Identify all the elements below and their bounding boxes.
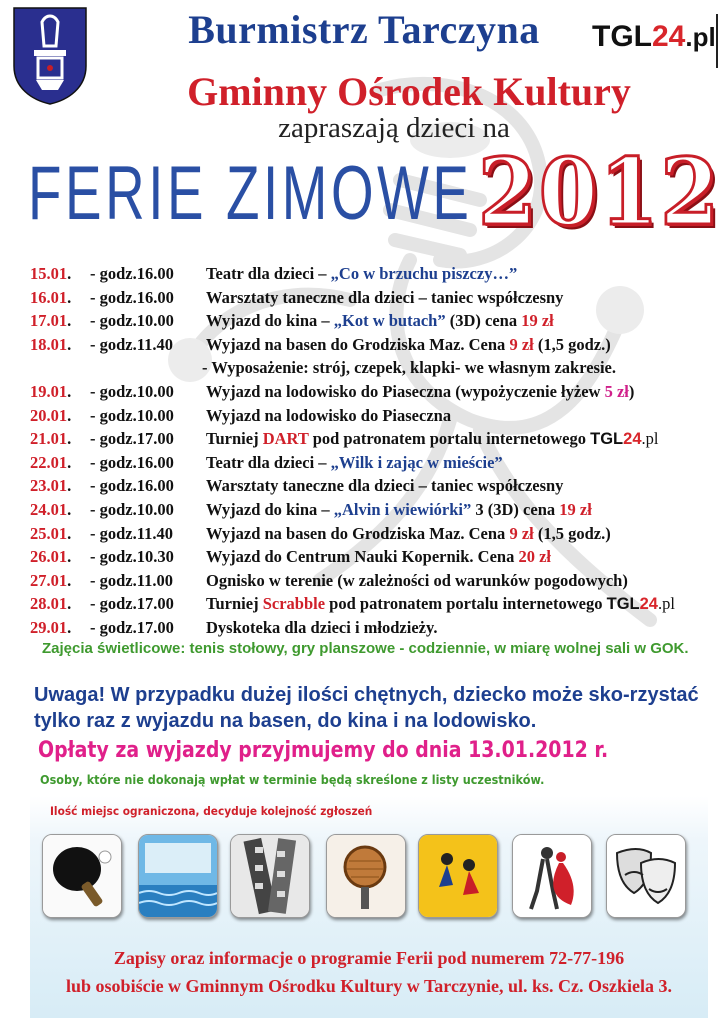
schedule-date-value: 17.01 bbox=[30, 311, 68, 331]
schedule-date-value: 29.01 bbox=[30, 617, 68, 637]
schedule-date-value: 24.01 bbox=[30, 499, 68, 519]
schedule-date: 18.01. bbox=[30, 334, 72, 354]
schedule-row bbox=[30, 569, 720, 593]
schedule-date-value: 21.01 bbox=[30, 429, 68, 449]
ballroom-dancers-icon bbox=[512, 834, 592, 918]
registration-address: lub osobiście w Gminnym Ośrodku Kultury w Tarczynie, ul. ks. Cz. Oszkiela 3. bbox=[66, 976, 672, 996]
tgl24-inline-logo bbox=[607, 595, 675, 613]
schedule-date: 24.01. bbox=[30, 499, 72, 519]
schedule-event bbox=[206, 380, 634, 404]
schedule-date-value: 16.01 bbox=[30, 287, 68, 307]
schedule-date: 19.01. bbox=[30, 381, 72, 401]
event-text-after: pod patronatem portalu internetowego bbox=[325, 594, 607, 614]
logo-prefix: TGL bbox=[590, 430, 624, 449]
schedule-time: - godz.17.00 bbox=[90, 429, 174, 449]
microphone-icon bbox=[326, 834, 406, 918]
event-highlight: DART bbox=[262, 429, 309, 449]
title-mayor: Burmistrz Tarczyna bbox=[188, 7, 540, 52]
schedule-event bbox=[206, 404, 451, 428]
schedule-row bbox=[30, 262, 720, 286]
schedule-row bbox=[30, 616, 720, 640]
schedule-date: 23.01. bbox=[30, 476, 72, 496]
payment-deadline: Opłaty za wyjazdy przyjmujemy do dnia 13.01.2012 r. bbox=[38, 738, 609, 763]
schedule-event bbox=[202, 356, 616, 380]
logo-domain: .pl bbox=[641, 429, 659, 449]
event-text: Wyjazd na lodowisko do Piaseczna bbox=[206, 405, 452, 425]
schedule-date-value: 20.01 bbox=[30, 405, 68, 425]
event-price: 19 zł bbox=[559, 499, 592, 519]
film-reel-icon bbox=[230, 834, 310, 918]
schedule-date-value: 18.01 bbox=[30, 334, 68, 354]
subtitle-invite: zapraszają dzieci na bbox=[278, 112, 510, 144]
event-text: Warsztaty taneczne dla dzieci – taniec współczesny bbox=[206, 476, 564, 496]
schedule-time: - godz.10.00 bbox=[90, 499, 174, 519]
schedule-time: - godz.11.40 bbox=[90, 334, 173, 354]
schedule-event bbox=[206, 545, 551, 569]
event-price: 9 zł bbox=[509, 523, 534, 543]
event-text-after: (3D) cena bbox=[445, 311, 522, 331]
schedule-row bbox=[30, 380, 720, 404]
schedule-date: 29.01. bbox=[30, 617, 72, 637]
activities-note: Zajęcia świetlicowe: tenis stołowy, gry planszowe - codziennie, w miarę wolnej sali w GOK. bbox=[42, 640, 689, 657]
schedule-event bbox=[206, 286, 563, 310]
schedule-event bbox=[206, 333, 611, 357]
schedule-event bbox=[206, 616, 437, 640]
schedule-date: 25.01. bbox=[30, 523, 72, 543]
schedule-date: 22.01. bbox=[30, 452, 72, 472]
event-text: Wyjazd do Centrum Nauki Kopernik. Cena bbox=[206, 547, 519, 567]
logo-divider bbox=[716, 14, 718, 68]
schedule-row bbox=[30, 451, 720, 475]
event-text: Dyskoteka dla dzieci i młodzieży. bbox=[206, 617, 438, 637]
schedule-time: - godz.10.30 bbox=[90, 547, 174, 567]
event-text: Turniej bbox=[206, 429, 263, 449]
schedule-row bbox=[30, 286, 720, 310]
schedule-time: - godz.16.00 bbox=[90, 264, 174, 283]
schedule-time: - godz.16.00 bbox=[90, 287, 174, 307]
schedule-event bbox=[206, 451, 503, 475]
schedule-date-value: 27.01 bbox=[30, 570, 68, 590]
schedule-event bbox=[206, 592, 675, 617]
event-text: Wyjazd na basen do Grodziska Maz. Cena bbox=[206, 334, 510, 354]
schedule-date: 17.01. bbox=[30, 311, 72, 331]
event-price: 9 zł bbox=[509, 334, 534, 354]
logo-number: 24 bbox=[639, 595, 658, 614]
event-price: 20 zł bbox=[518, 547, 551, 567]
schedule-event bbox=[206, 309, 554, 333]
warning-note: Uwaga! W przypadku dużej ilości chętnych, dziecko może sko-rzystać tylko raz z wyjazdu na basen, do kina i na lodowisko. bbox=[34, 684, 699, 732]
schedule-event bbox=[206, 498, 592, 522]
event-text-tail: (1,5 godz.) bbox=[533, 523, 611, 543]
schedule-date-value: 22.01 bbox=[30, 452, 68, 472]
event-text: Turniej bbox=[206, 594, 263, 614]
payment-warning: Osoby, które nie dokonają wpłat w terminie będą skreślone z listy uczestników. bbox=[40, 772, 545, 787]
event-price: 19 zł bbox=[521, 311, 554, 331]
event-text: Wyjazd na basen do Grodziska Maz. Cena bbox=[206, 523, 510, 543]
event-text-after: 3 (3D) cena bbox=[471, 499, 560, 519]
schedule-row bbox=[30, 498, 720, 522]
event-text: Wyjazd do kina – bbox=[206, 499, 334, 519]
schedule-date-value: 23.01 bbox=[30, 476, 68, 496]
event-text: Wyjazd na lodowisko do Piaseczna (wypożyczenie łyżew bbox=[206, 381, 605, 401]
schedule-date-value: 28.01 bbox=[30, 594, 68, 614]
schedule-row bbox=[30, 474, 720, 498]
schedule-time: - godz.16.00 bbox=[90, 452, 174, 472]
schedule-event bbox=[206, 427, 658, 452]
schedule-date: 26.01. bbox=[30, 547, 72, 567]
ping-pong-paddle-icon bbox=[42, 834, 122, 918]
schedule-row bbox=[30, 356, 720, 380]
event-highlight: „Alvin i wiewiórki” bbox=[333, 499, 472, 519]
event-text: Teatr dla dzieci – bbox=[206, 264, 331, 283]
schedule-date-value: 25.01 bbox=[30, 523, 68, 543]
event-highlight: „Co w brzuchu piszczy…” bbox=[330, 264, 518, 283]
event-highlight: „Kot w butach” bbox=[333, 311, 446, 331]
dance-figures-icon bbox=[418, 834, 498, 918]
event-text: - Wyposażenie: strój, czepek, klapki- we własnym zakresie. bbox=[202, 358, 616, 378]
schedule-row bbox=[30, 427, 720, 451]
schedule-row bbox=[30, 592, 720, 616]
schedule-time: - godz.11.40 bbox=[90, 523, 173, 543]
tgl24-inline-logo bbox=[590, 430, 658, 448]
schedule-date: 21.01. bbox=[30, 429, 72, 449]
event-text: Warsztaty taneczne dla dzieci – taniec współczesny bbox=[206, 287, 564, 307]
tgl24-logo: TGL24.pl bbox=[592, 20, 716, 53]
schedule-time: - godz.11.00 bbox=[90, 570, 173, 590]
schedule-list bbox=[30, 262, 720, 640]
event-text-after: pod patronatem portalu internetowego bbox=[308, 429, 591, 449]
logo-prefix: TGL bbox=[606, 595, 640, 614]
schedule-time: - godz.16.00 bbox=[90, 476, 174, 496]
event-highlight: „Wilk i zając w mieście” bbox=[330, 452, 503, 472]
schedule-event bbox=[206, 569, 628, 593]
schedule-date-value: 15.01 bbox=[30, 264, 68, 283]
schedule-date-value: 26.01 bbox=[30, 547, 68, 567]
schedule-event bbox=[206, 262, 517, 286]
event-price: 5 zł bbox=[604, 381, 629, 401]
schedule-time: - godz.17.00 bbox=[90, 617, 174, 637]
title-culture-center: Gminny Ośrodek Kultury bbox=[187, 69, 631, 114]
schedule-row bbox=[30, 522, 720, 546]
schedule-time: - godz.17.00 bbox=[90, 594, 174, 614]
schedule-date: 28.01. bbox=[30, 594, 72, 614]
limited-places-note: Ilość miejsc ograniczona, decyduje kolejność zgłoszeń bbox=[50, 804, 373, 818]
logo-number: 24 bbox=[623, 430, 642, 449]
headline-ferie-zimowe: FERIE ZIMOWE bbox=[28, 151, 473, 236]
logo-domain: .pl bbox=[657, 594, 675, 614]
headline-year: 2012 bbox=[478, 138, 721, 246]
schedule-time: - godz.10.00 bbox=[90, 405, 174, 425]
schedule-row bbox=[30, 309, 720, 333]
schedule-time: - godz.10.00 bbox=[90, 381, 174, 401]
theatre-masks-icon bbox=[606, 834, 686, 918]
event-text: Ognisko w terenie (w zależności od warunków pogodowych) bbox=[206, 570, 628, 590]
schedule-event bbox=[206, 522, 611, 546]
schedule-time: - godz.10.00 bbox=[90, 311, 174, 331]
schedule-date-value: 19.01 bbox=[30, 381, 68, 401]
event-text: Teatr dla dzieci – bbox=[206, 452, 331, 472]
event-text-tail: (1,5 godz.) bbox=[533, 334, 611, 354]
event-text-tail: ) bbox=[628, 381, 635, 401]
event-highlight: Scrabble bbox=[262, 594, 326, 614]
schedule-row bbox=[30, 545, 720, 569]
schedule-row bbox=[30, 404, 720, 428]
schedule-date: 20.01. bbox=[30, 405, 72, 425]
schedule-date: 16.01. bbox=[30, 287, 72, 307]
registration-phone: Zapisy oraz informacje o programie Ferii pod numerem 72-77-196 bbox=[113, 948, 625, 968]
schedule-event bbox=[206, 474, 563, 498]
schedule-date: 15.01. bbox=[30, 264, 72, 283]
registration-info bbox=[30, 944, 708, 1000]
schedule-date: 27.01. bbox=[30, 570, 72, 590]
swimming-pool-icon bbox=[138, 834, 218, 918]
schedule-row bbox=[30, 333, 720, 357]
event-text: Wyjazd do kina – bbox=[206, 311, 334, 331]
